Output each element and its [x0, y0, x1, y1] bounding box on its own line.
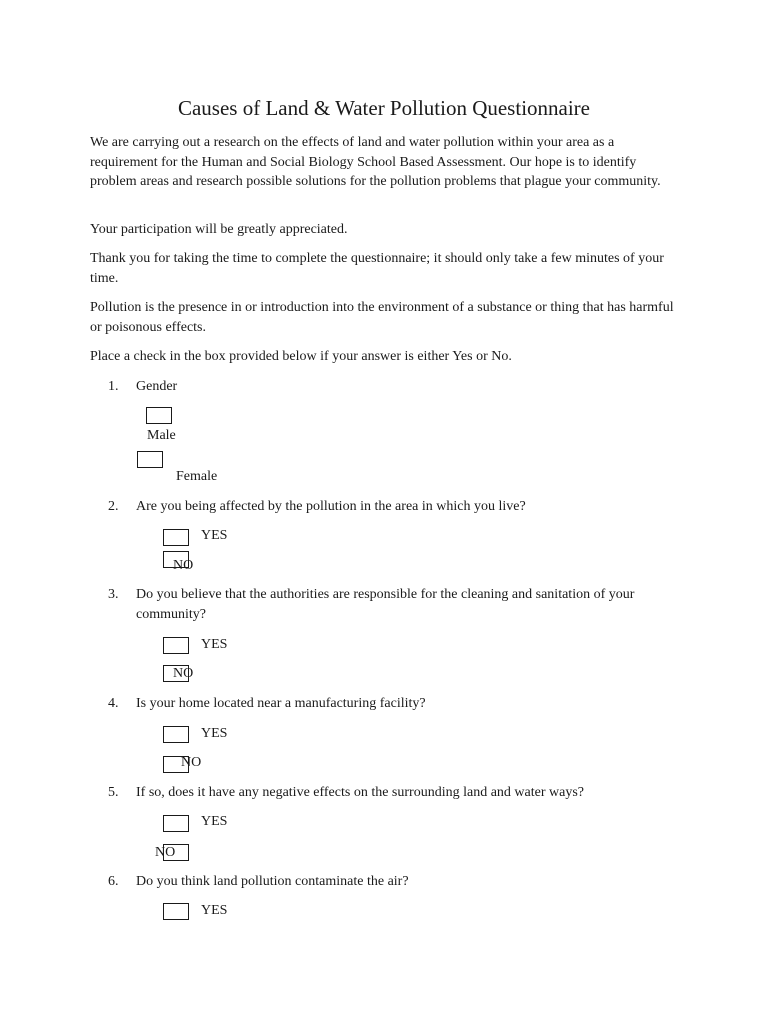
question-6-text: Do you think land pollution contaminate the air? [136, 874, 409, 889]
question-3-text: Do you believe that the authorities are responsible for the cleaning and sanitation of your community? [136, 587, 635, 622]
page-title: Causes of Land & Water Pollution Questionnaire [177, 96, 590, 120]
question-1-number: 1. [108, 379, 119, 394]
question-3-number: 3. [108, 587, 119, 602]
male-label: Male [147, 428, 176, 443]
instruction-paragraph: Place a check in the box provided below if your answer is either Yes or No. [90, 349, 512, 364]
q4-yes-checkbox[interactable] [163, 726, 189, 743]
question-2-number: 2. [108, 499, 119, 514]
question-5-number: 5. [108, 785, 119, 800]
definition-paragraph: Pollution is the presence in or introduction into the environment of a substance or thing that has harmful or poisonous effects. [90, 300, 674, 335]
question-6-number: 6. [108, 874, 119, 889]
question-1-text: Gender [136, 379, 178, 394]
q3-yes-checkbox[interactable] [163, 637, 189, 654]
thanks-paragraph: Thank you for taking the time to complete the questionnaire; it should only take a few minutes of your time. [90, 251, 664, 286]
q5-yes-label: YES [201, 814, 228, 829]
q2-yes-checkbox[interactable] [163, 529, 189, 546]
q5-yes-checkbox[interactable] [163, 815, 189, 832]
q2-no-label: NO [173, 558, 194, 573]
question-2-text: Are you being affected by the pollution in the area in which you live? [136, 499, 526, 514]
intro-paragraph: We are carrying out a research on the effects of land and water pollution within your area as a requirement for the Human and Social Biology School Based Assessment. Our hope is to identify problem areas and research possible solutions for the pollution problems that plague your community. [90, 135, 661, 189]
question-4-number: 4. [108, 696, 119, 711]
q4-yes-label: YES [201, 726, 228, 741]
q3-yes-label: YES [201, 637, 228, 652]
female-checkbox[interactable] [137, 451, 163, 468]
question-5-text: If so, does it have any negative effects on the surrounding land and water ways? [136, 785, 584, 800]
male-checkbox[interactable] [146, 407, 172, 424]
q5-no-label: NO [155, 845, 176, 860]
q3-no-label: NO [173, 666, 194, 681]
question-4-text: Is your home located near a manufacturing facility? [136, 696, 426, 711]
appreciation-paragraph: Your participation will be greatly appreciated. [90, 222, 348, 237]
q2-yes-label: YES [201, 528, 228, 543]
female-label: Female [176, 469, 218, 484]
q6-yes-checkbox[interactable] [163, 903, 189, 920]
q4-no-label: NO [181, 755, 202, 770]
q6-yes-label: YES [201, 903, 228, 918]
